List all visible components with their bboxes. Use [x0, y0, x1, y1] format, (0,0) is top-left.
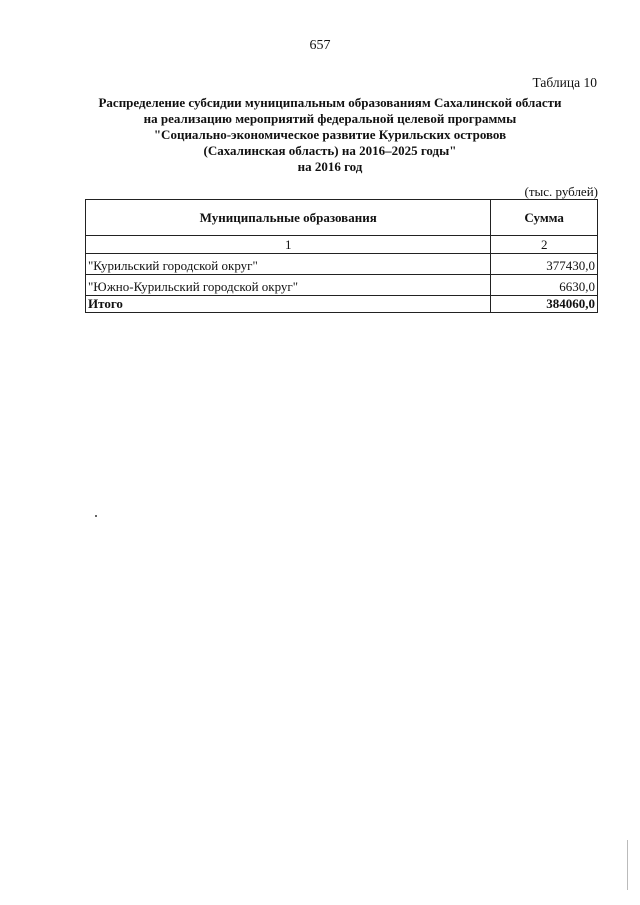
scan-edge-line	[627, 840, 628, 890]
subsidy-sum: 377430,0	[491, 254, 598, 275]
table-row	[86, 254, 598, 275]
column-number: 2	[491, 236, 598, 254]
table-row	[86, 275, 598, 296]
total-label: Итого	[86, 296, 491, 313]
column-number: 1	[86, 236, 491, 254]
column-header-sum: Сумма	[491, 200, 598, 236]
municipality-name: "Курильский городской округ"	[86, 254, 491, 275]
document-title	[60, 95, 600, 175]
scan-speck	[95, 515, 97, 517]
municipality-name: "Южно-Курильский городской округ"	[86, 275, 491, 296]
subsidy-table	[85, 199, 598, 313]
title-line: "Социально-экономическое развитие Курильских островов	[153, 127, 507, 142]
table-label: Таблица 10	[532, 75, 597, 90]
subsidy-sum: 6630,0	[491, 275, 598, 296]
title-line: (Сахалинская область) на 2016–2025 годы"	[203, 143, 457, 158]
units-label: (тыс. рублей)	[524, 184, 598, 199]
column-number-row	[86, 236, 598, 254]
table-header-row	[86, 200, 598, 236]
total-sum: 384060,0	[491, 296, 598, 313]
title-line: Распределение субсидии муниципальным образованиям Сахалинской области	[98, 95, 562, 110]
title-line: на 2016 год	[297, 159, 363, 174]
page-number: 657	[309, 38, 331, 53]
total-row	[86, 296, 598, 313]
column-header-municipalities: Муниципальные образования	[86, 200, 491, 236]
title-line: на реализацию мероприятий федеральной целевой программы	[143, 111, 517, 126]
